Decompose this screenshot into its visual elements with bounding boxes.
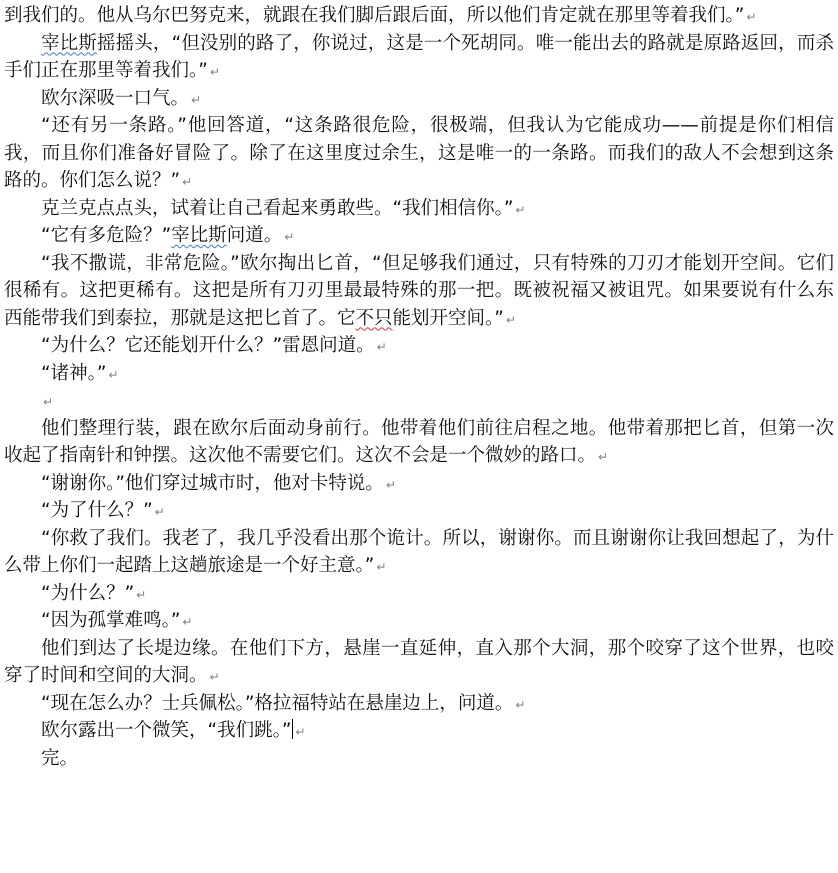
paragraph-p16[interactable]	[4, 607, 834, 635]
paragraph-p14[interactable]	[4, 525, 834, 580]
text-run: “为什么？它还能划开什么？”雷恩问道。	[41, 335, 375, 356]
paragraph-mark-icon: ↵	[136, 587, 147, 602]
document-body[interactable]	[4, 2, 834, 772]
paragraph-mark-icon: ↵	[284, 230, 295, 244]
paragraph-p12[interactable]	[4, 470, 834, 498]
text-run: 完。	[41, 747, 79, 769]
paragraph-mark-icon: ↵	[505, 312, 516, 327]
text-run: “你救了我们。我老了，我几乎没看出那个诡计。所以，谢谢你。而且谢谢你让我回想起了，为什么带上你们一起踏上这趟旅途是一个好主意。”	[4, 527, 834, 576]
paragraph-p5[interactable]	[4, 195, 834, 223]
paragraph-p15[interactable]	[4, 580, 834, 608]
paragraph-p7[interactable]	[4, 250, 834, 333]
text-run: “为了什么？”	[41, 500, 153, 521]
text-run: “为什么？”	[41, 582, 135, 604]
spelling-error-underline: 不只	[355, 307, 393, 329]
text-run: “它有多危险？”	[41, 225, 172, 246]
paragraph-mark-icon: ↵	[154, 505, 165, 519]
text-run: “因为孤掌难鸣。”	[41, 610, 181, 631]
text-run: “诸神。”	[41, 362, 107, 384]
paragraph-p1[interactable]	[4, 2, 834, 30]
paragraph-mark-icon: ↵	[108, 367, 119, 382]
text-run: 克兰克点点头，试着让自己看起来勇敢些。“我们相信你。”	[41, 197, 514, 219]
paragraph-p3[interactable]	[4, 85, 834, 113]
paragraph-mark-icon: ↵	[515, 202, 526, 217]
text-run: 他们到达了长堤边缘。在他们下方，悬崖一直延伸，直入那个大洞，那个咬穿了这个世界，也咬穿了时间和空间的大洞。	[4, 637, 834, 686]
paragraph-p19[interactable]	[4, 717, 834, 745]
paragraph-p20[interactable]	[4, 745, 834, 773]
paragraph-p13[interactable]	[4, 497, 834, 525]
text-run: 欧尔深吸一口气。	[41, 87, 190, 109]
paragraph-mark-icon: ↵	[182, 615, 193, 629]
paragraph-mark-icon: ↵	[191, 92, 202, 107]
paragraph-mark-icon: ↵	[598, 450, 609, 464]
paragraph-mark-icon: ↵	[209, 65, 220, 79]
paragraph-mark-icon: ↵	[43, 395, 54, 409]
text-cursor	[292, 719, 293, 739]
paragraph-p10[interactable]	[4, 387, 834, 415]
text-run: “还有另一条路。”他回答道，“这条路很危险，很极端，但我认为它能成功——前提是你们相信我，而且你们准备好冒险了。除了在这里度过余生，这是唯一的一条路。而我们的敌人不会想到这条路的。你们怎么说？”	[4, 115, 834, 191]
text-run: “我不撒谎，非常危险。”欧尔掏出匕首，“但足够我们通过，只有特殊的刀刃才能划开空间。它们很稀有。这把更稀有。这把是所有刀刃里最最特殊的那一把。既被祝福又被诅咒。如果要说有什么东西能带我们到泰拉，那就是这把匕首了。它	[4, 252, 834, 329]
paragraph-p4[interactable]	[4, 112, 834, 195]
text-run: 欧尔露出一个微笑，“我们跳。”	[41, 720, 292, 741]
paragraph-mark-icon: ↵	[746, 10, 757, 24]
paragraph-mark-icon: ↵	[515, 697, 526, 712]
paragraph-mark-icon: ↵	[295, 725, 306, 739]
paragraph-mark-icon: ↵	[376, 560, 387, 574]
text-run: 摇摇头，“但没别的路了，你说过，这是一个死胡同。唯一能出去的路就是原路返回，而杀手们正在那里等着我们。”	[4, 32, 834, 81]
paragraph-p17[interactable]	[4, 635, 834, 690]
paragraph-p9[interactable]	[4, 360, 834, 388]
text-run: 到我们的。他从乌尔巴努克来，就跟在我们脚后跟后面，所以他们肯定就在那里等着我们。”	[4, 5, 745, 26]
text-run: “现在怎么办？士兵佩松。”格拉福特站在悬崖边上，问道。	[41, 692, 514, 714]
grammar-error-underline: 宰比斯	[171, 225, 227, 246]
paragraph-p8[interactable]	[4, 332, 834, 360]
paragraph-mark-icon: ↵	[182, 175, 193, 189]
paragraph-p6[interactable]	[4, 222, 834, 250]
paragraph-p18[interactable]	[4, 690, 834, 718]
text-run: 能划开空间。”	[392, 307, 504, 329]
paragraph-p11[interactable]	[4, 415, 834, 470]
grammar-error-underline: 宰比斯	[41, 32, 97, 54]
paragraph-mark-icon: ↵	[376, 340, 387, 354]
paragraph-p2[interactable]	[4, 30, 834, 85]
text-run: 问道。	[226, 225, 283, 246]
paragraph-mark-icon: ↵	[209, 670, 220, 684]
paragraph-mark-icon: ↵	[385, 477, 396, 492]
text-run: 他们整理行装，跟在欧尔后面动身前行。他带着他们前往启程之地。他带着那把匕首，但第一次收起了指南针和钟摆。这次他不需要它们。这次不会是一个微妙的路口。	[4, 417, 834, 466]
text-run: “谢谢你。”他们穿过城市时，他对卡特说。	[41, 472, 384, 494]
